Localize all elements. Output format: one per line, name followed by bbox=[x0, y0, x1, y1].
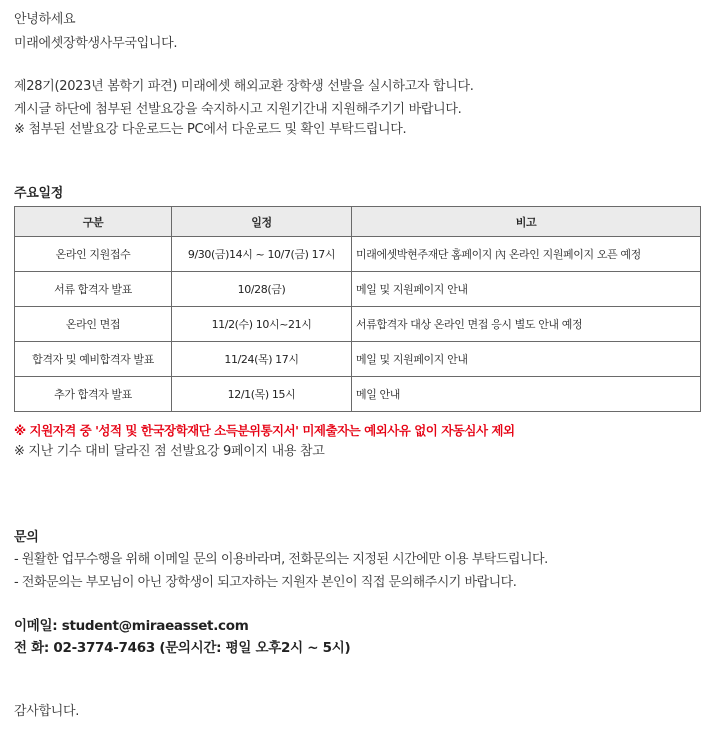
schedule-date: 12/1(목) 15시 bbox=[172, 377, 352, 412]
schedule-table bbox=[14, 206, 701, 412]
inquiry-phone: 전 화: 02-3774-7463 (문의시간: 평일 오후2시 ~ 5시) bbox=[14, 640, 351, 656]
schedule-note: 미래에셋박현주재단 홈페이지 內 온라인 지원페이지 오픈 예정 bbox=[352, 237, 701, 272]
schedule-category: 추가 합격자 발표 bbox=[15, 377, 172, 412]
inquiry-line-1: - 원활한 업무수행을 위해 이메일 문의 이용바라며, 전화문의는 지정된 시간에만 이용 부탁드립니다. bbox=[14, 552, 548, 567]
table-row bbox=[15, 377, 701, 412]
reference-notice: ※ 지난 기수 대비 달라진 점 선발요강 9페이지 내용 참고 bbox=[14, 444, 325, 459]
schedule-note: 메일 및 지원페이지 안내 bbox=[352, 342, 701, 377]
schedule-category: 온라인 지원접수 bbox=[15, 237, 172, 272]
table-row bbox=[15, 342, 701, 377]
closing-text: 감사합니다. bbox=[14, 704, 80, 719]
schedule-category: 온라인 면접 bbox=[15, 307, 172, 342]
schedule-note: 메일 및 지원페이지 안내 bbox=[352, 272, 701, 307]
table-row bbox=[15, 272, 701, 307]
schedule-date: 10/28(금) bbox=[172, 272, 352, 307]
schedule-category: 합격자 및 예비합격자 발표 bbox=[15, 342, 172, 377]
schedule-category: 서류 합격자 발표 bbox=[15, 272, 172, 307]
intro-line-2: 게시글 하단에 첨부된 선발요강을 숙지하시고 지원기간내 지원해주기기 바랍니다. bbox=[14, 102, 462, 117]
schedule-note: 서류합격자 대상 온라인 면접 응시 별도 안내 예정 bbox=[352, 307, 701, 342]
greeting-line-2: 미래에셋장학생사무국입니다. bbox=[14, 36, 178, 51]
column-header-note: 비고 bbox=[352, 207, 701, 237]
inquiry-heading: 문의 bbox=[14, 530, 39, 545]
warning-notice: ※ 지원자격 중 '성적 및 한국장학재단 소득분위통지서' 미제출자는 예외사유 없이 자동심사 제외 bbox=[14, 423, 515, 438]
schedule-date: 11/24(목) 17시 bbox=[172, 342, 352, 377]
column-header-category: 구분 bbox=[15, 207, 172, 237]
table-row bbox=[15, 237, 701, 272]
inquiry-email: 이메일: student@miraeasset.com bbox=[14, 618, 249, 634]
schedule-note: 메일 안내 bbox=[352, 377, 701, 412]
intro-line-1: 제28기(2023년 봄학기 파견) 미래에셋 해외교환 장학생 선발을 실시하고자 합니다. bbox=[14, 79, 474, 94]
schedule-date: 11/2(수) 10시~21시 bbox=[172, 307, 352, 342]
schedule-heading: 주요일정 bbox=[14, 186, 64, 201]
greeting-line-1: 안녕하세요 bbox=[14, 12, 76, 27]
schedule-header-row bbox=[15, 207, 701, 237]
inquiry-line-2: - 전화문의는 부모님이 아닌 장학생이 되고자하는 지원자 본인이 직접 문의해주시기 바랍니다. bbox=[14, 575, 517, 590]
schedule-date: 9/30(금)14시 ~ 10/7(금) 17시 bbox=[172, 237, 352, 272]
intro-line-3: ※ 첨부된 선발요강 다운로드는 PC에서 다운로드 및 확인 부탁드립니다. bbox=[14, 122, 407, 137]
table-row bbox=[15, 307, 701, 342]
column-header-date: 일정 bbox=[172, 207, 352, 237]
